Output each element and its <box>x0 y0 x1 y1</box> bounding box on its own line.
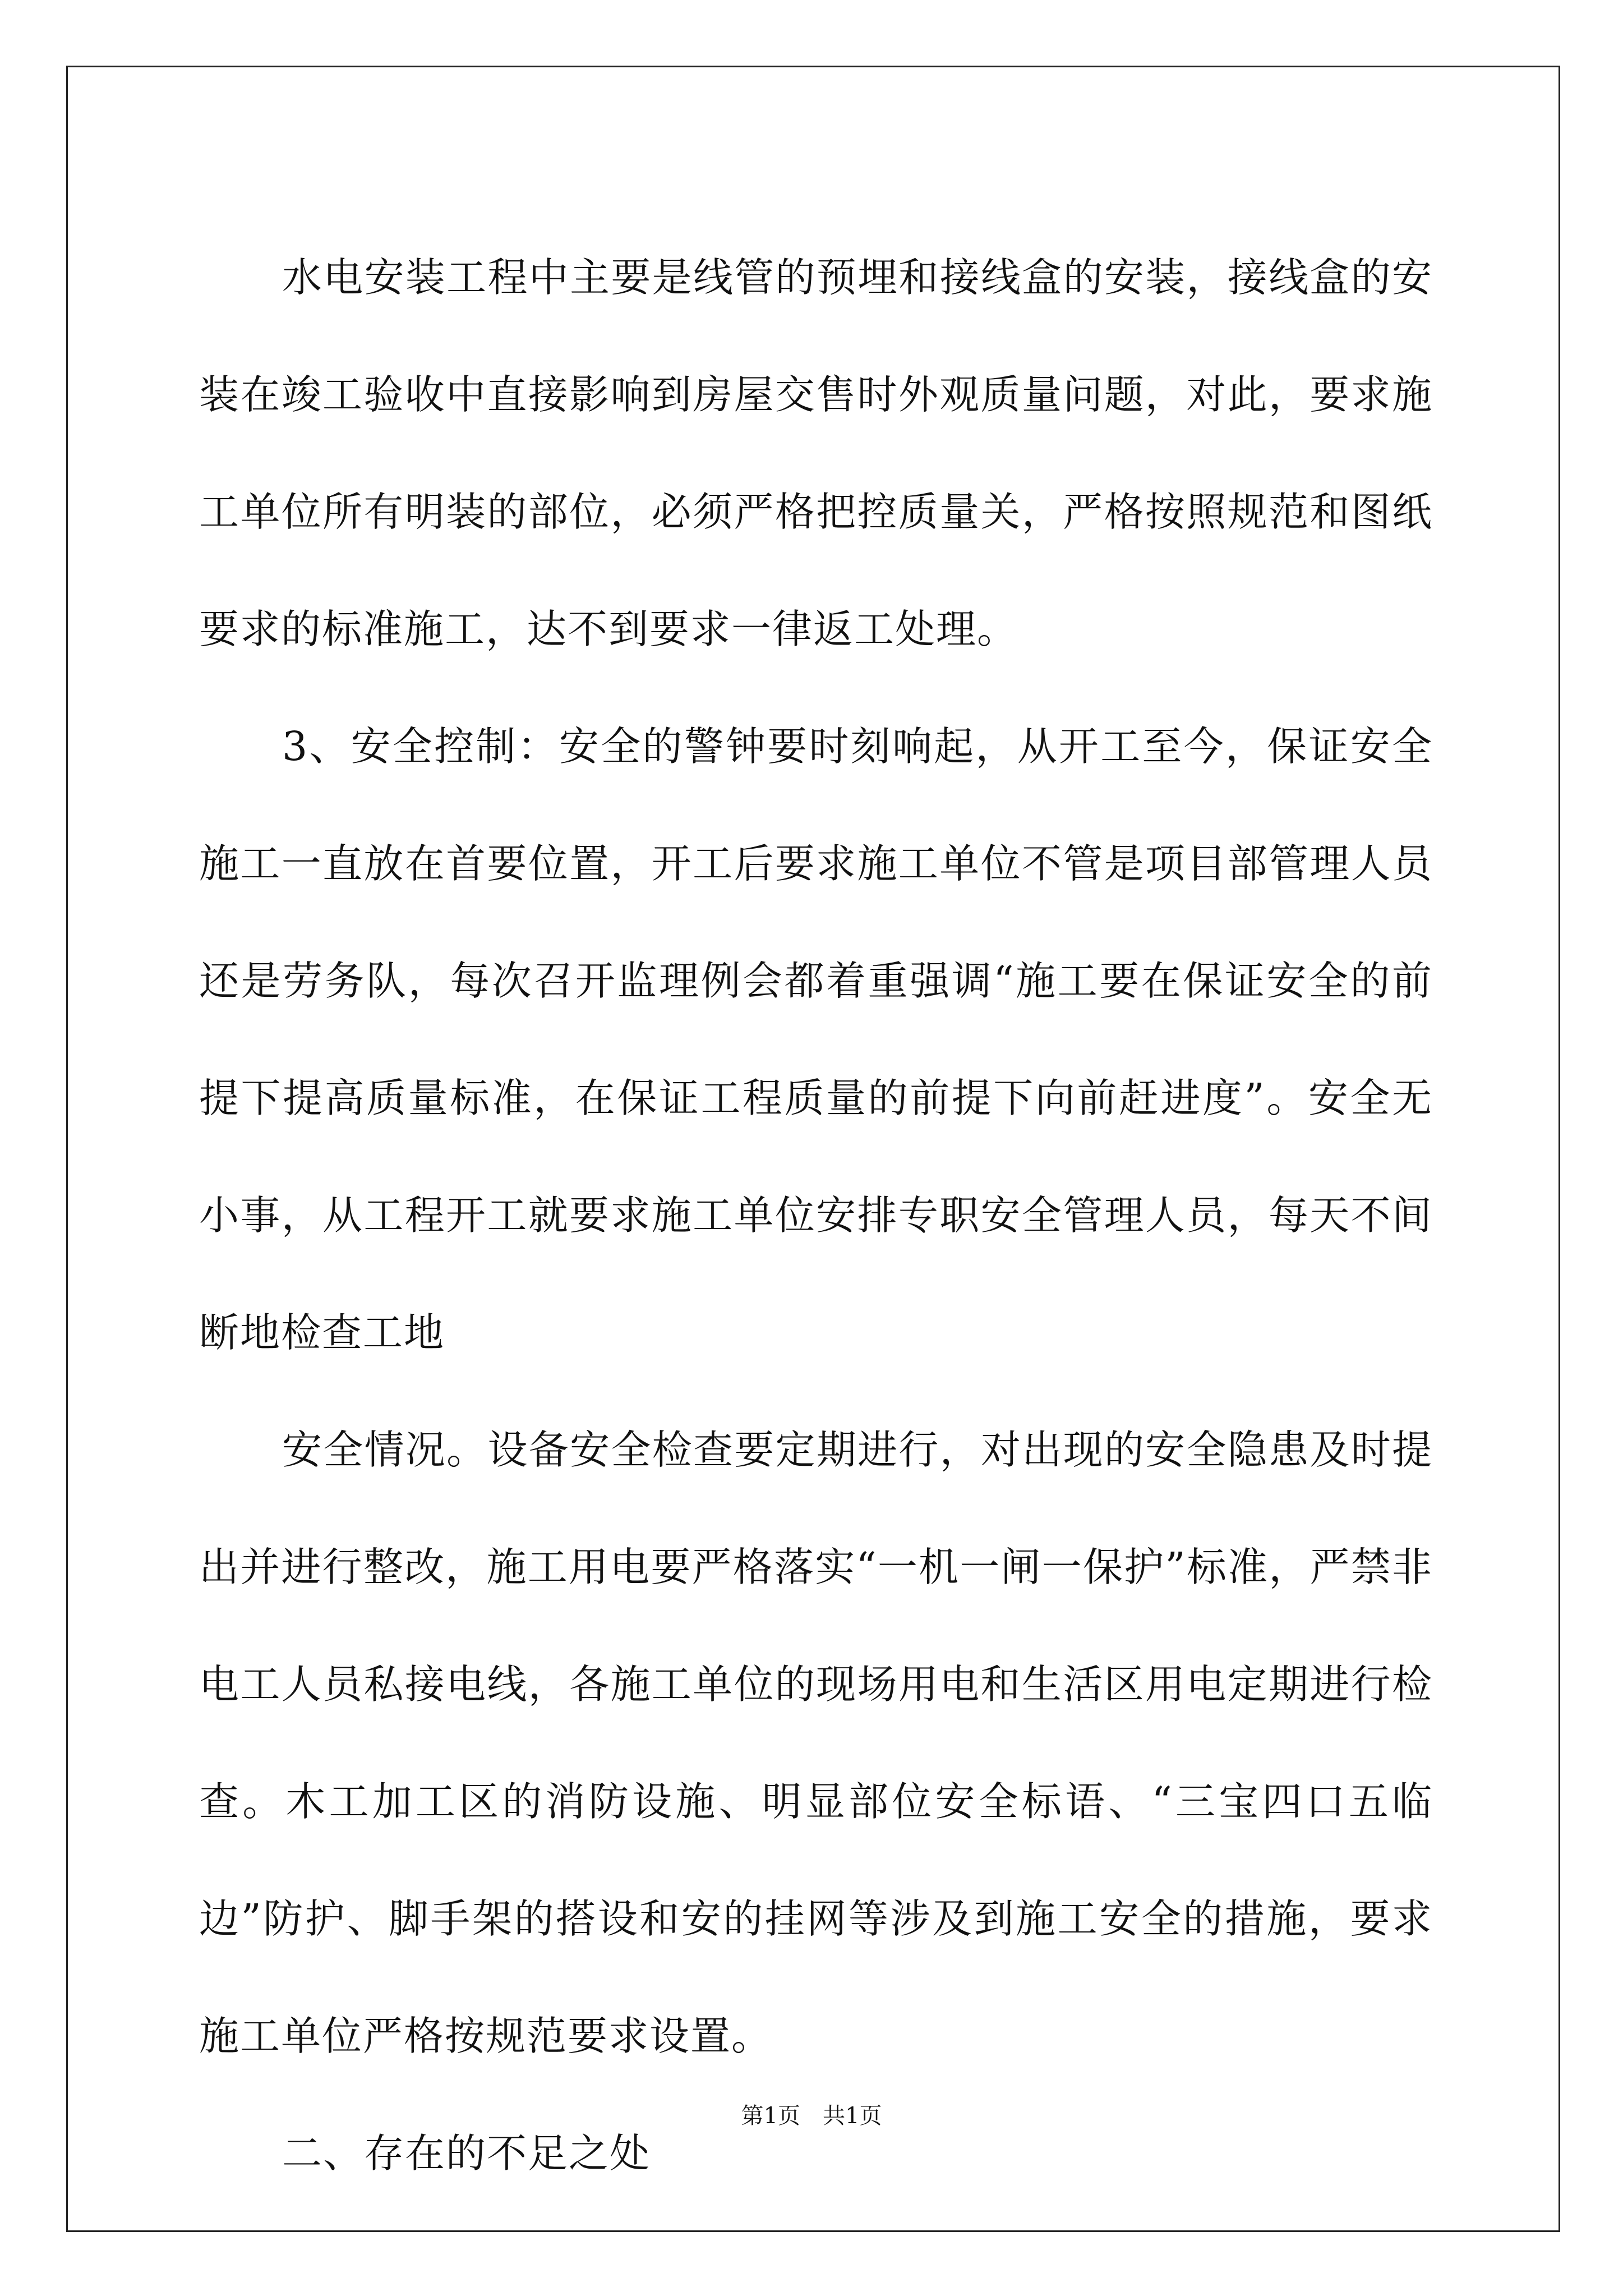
paragraph-safety-control: 3、安全控制：安全的警钟要时刻响起，从开工至今，保证安全施工一直放在首要位置，开工后要求施工单位不管是项目部管理人员还是劳务队，每次召开监理例会都着重强调“施工要在保证安全的前提下提高质量标准，在保证工程质量的前提下向前赶进度”。安全无小事，从工程开工就要求施工单位安排专职安全管理人员，每天不间断地检查工地 <box>199 723 1433 1356</box>
document-body <box>199 219 1433 2212</box>
paragraph-installation-quality: 水电安装工程中主要是线管的预埋和接线盒的安装，接线盒的安装在竣工验收中直接影响到房屋交售时外观质量问题，对此，要求施工单位所有明装的部位，必须严格把控质量关，严格按照规范和图纸要求的标准施工，达不到要求一律返工处理。 <box>199 254 1433 652</box>
page-number: 第1页 <box>741 2103 800 2129</box>
section-heading-shortcomings: 二、存在的不足之处 <box>282 2130 651 2177</box>
paragraph-safety-situation: 安全情况。设备安全检查要定期进行，对出现的安全隐患及时提出并进行整改，施工用电要严格落实“一机一闸一保护”标准，严禁非电工人员私接电线，各施工单位的现场用电和生活区用电定期进行检查。木工加工区的消防设施、明显部位安全标语、“三宝四口五临边”防护、脚手架的搭设和安的挂网等涉及到施工安全的措施，要求施工单位严格按规范要求设置。 <box>199 1427 1433 2059</box>
page-total: 共1页 <box>823 2103 882 2129</box>
page-footer <box>0 2098 1623 2130</box>
